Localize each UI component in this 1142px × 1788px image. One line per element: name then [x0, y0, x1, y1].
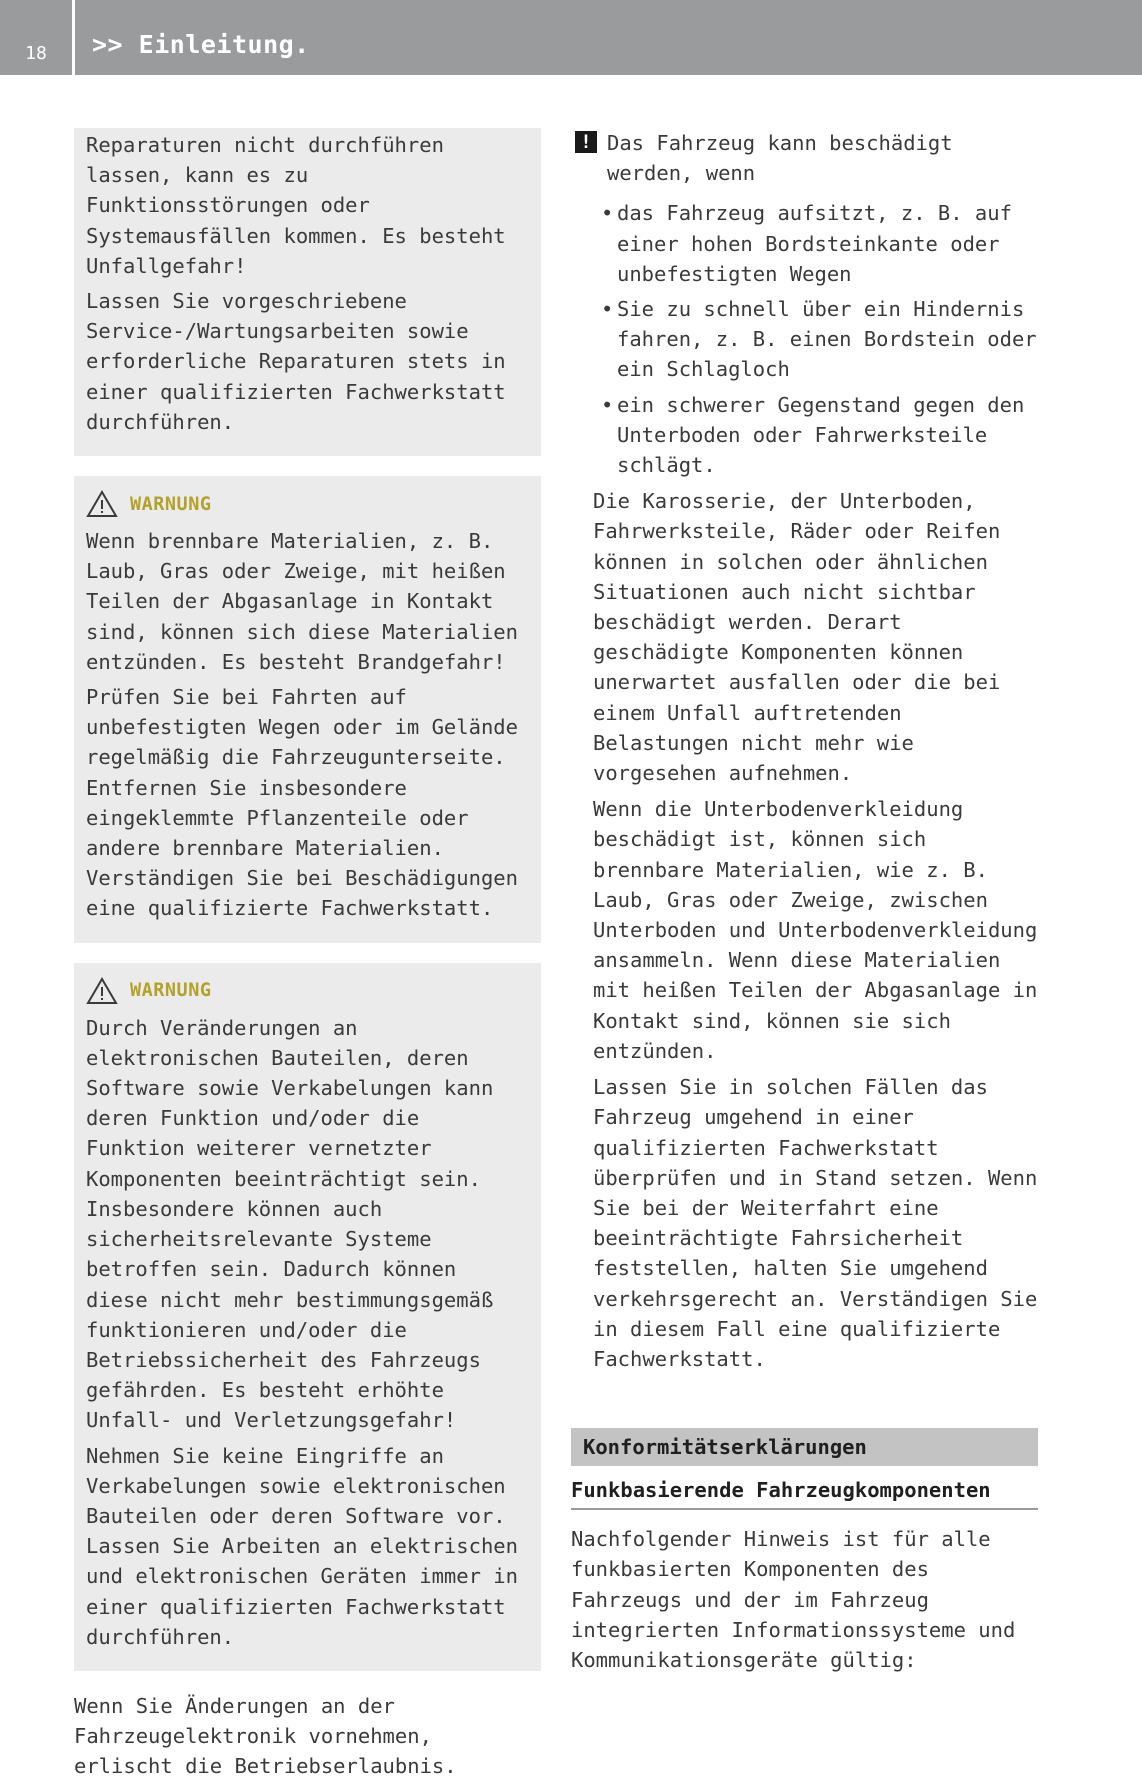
body-paragraph: Lassen Sie in solchen Fällen das Fahrzeug umgehend in einer qualifizierten Fachwerkstatt überprüfen und in Stand setzen. Wenn Sie bei der Weiterfahrt eine beeinträchtigte Fahrsicherheit feststellen, halten Sie umgehend verkehrsgerecht an. Verständigen Sie in diesem Fall eine qualifizierte Fachwerkstatt. [593, 1075, 1038, 1371]
warning-paragraph: Wenn brennbare Materialien, z. B. Laub, Gras oder Zweige, mit heißen Teilen der Abgasanlage in Kontakt sind, können sich diese Materialien entzünden. Es besteht Brandgefahr! [86, 529, 518, 674]
right-column [571, 128, 1038, 1681]
body-paragraph: Die Karosserie, der Unterboden, Fahrwerksteile, Räder oder Reifen können in solchen oder ähnlichen Situationen auch nicht sichtbar beschädigt werden. Derart geschädigte Komponenten können unerwartet ausfallen oder die bei einem Unfall auftretenden Belastungen nicht mehr wie vorgesehen aufnehmen. [593, 489, 1001, 786]
body-paragraph: Wenn die Unterbodenverkleidung beschädigt ist, können sich brennbare Materialien, wie z. B. Laub, Gras oder Zweige, zwischen Unterboden und Unterbodenverkleidung ansammeln. Wenn diese Materialien mit heißen Teilen der Abgasanlage in Kontakt sind, können sie sich entzünden. [593, 797, 1038, 1063]
section-heading: Konformitätserklärungen [571, 1428, 1038, 1466]
page-number: 18 [25, 43, 47, 64]
subsection-heading: Funkbasierende Fahrzeugkomponenten [571, 1466, 1038, 1510]
notice-intro: Das Fahrzeug kann beschädigt werden, wenn [607, 131, 953, 186]
chapter-title: >> Einleitung. [92, 30, 310, 59]
warning-box-electronics [74, 963, 541, 1671]
warning-paragraph: Nehmen Sie keine Eingriffe an Verkabelungen sowie elektronischen Bauteilen oder deren Software vor. Lassen Sie Arbeiten an elektrischen und elektronischen Geräten immer in einer qualifizierten Fachwerkstatt durchführen. [86, 1443, 518, 1649]
subsection-paragraph: Nachfolgender Hinweis ist für alle funkbasierten Komponenten des Fahrzeugs und der im Fahrzeug integrierten Informationssysteme und Kommunikationsgeräte gültig: [571, 1527, 1016, 1672]
warning-header [86, 482, 529, 526]
info-box-continued [74, 128, 541, 456]
box-paragraph: Reparaturen nicht durchführen lassen, kann es zu Funktionsstörungen oder Systemausfällen kommen. Es besteht Unfallgefahr! [86, 133, 506, 278]
page-header [0, 0, 1142, 75]
exclamation-icon: ! [575, 131, 597, 153]
warning-triangle-icon [86, 977, 118, 1005]
warning-header [86, 969, 529, 1013]
closing-paragraph: Wenn Sie Änderungen an der Fahrzeugelektronik vornehmen, erlischt die Betriebserlaubnis. [74, 1693, 457, 1779]
damage-notice [571, 128, 1038, 194]
list-item: • das Fahrzeug aufsitzt, z. B. auf einer hohen Bordsteinkante oder unbefestigten Wegen [601, 198, 1038, 289]
damage-causes-list [571, 198, 1038, 480]
warning-paragraph: Durch Veränderungen an elektronischen Bauteilen, deren Software sowie Verkabelungen kann deren Funktion und/oder die Funktion weiterer vernetzter Komponenten beeinträchtigt sein. Insbesondere können auch sicherheitsrelevante Systeme betroffen sein. Dadurch können diese nicht mehr bestimmungsgemäß funktionieren und/oder die Betriebssicherheit des Fahrzeugs gefährden. Es besteht erhöhte Unfall- und Verletzungsgefahr! [86, 1015, 494, 1433]
header-divider [72, 0, 75, 75]
left-column [74, 128, 541, 1788]
warning-label: WARNUNG [130, 493, 212, 515]
warning-triangle-icon [86, 490, 118, 518]
notice-body [571, 486, 1038, 1374]
warning-box-fire [74, 476, 541, 943]
box-paragraph: Lassen Sie vorgeschriebene Service-/Wartungsarbeiten sowie erforderliche Reparaturen stets in einer qualifizierten Fachwerkstatt durchführen. [86, 289, 506, 434]
list-item: • Sie zu schnell über ein Hindernis fahren, z. B. einen Bordstein oder ein Schlagloch [601, 294, 1038, 385]
warning-label: WARNUNG [130, 980, 212, 1002]
list-item: • ein schwerer Gegenstand gegen den Unterboden oder Fahrwerksteile schlägt. [601, 390, 1038, 481]
warning-paragraph: Prüfen Sie bei Fahrten auf unbefestigten Wegen oder im Gelände regelmäßig die Fahrzeugunterseite. Entfernen Sie insbesondere eingeklemmte Pflanzenteile oder andere brennbare Materialien. Verständigen Sie bei Beschädigungen eine qualifizierte Fachwerkstatt. [86, 685, 518, 921]
